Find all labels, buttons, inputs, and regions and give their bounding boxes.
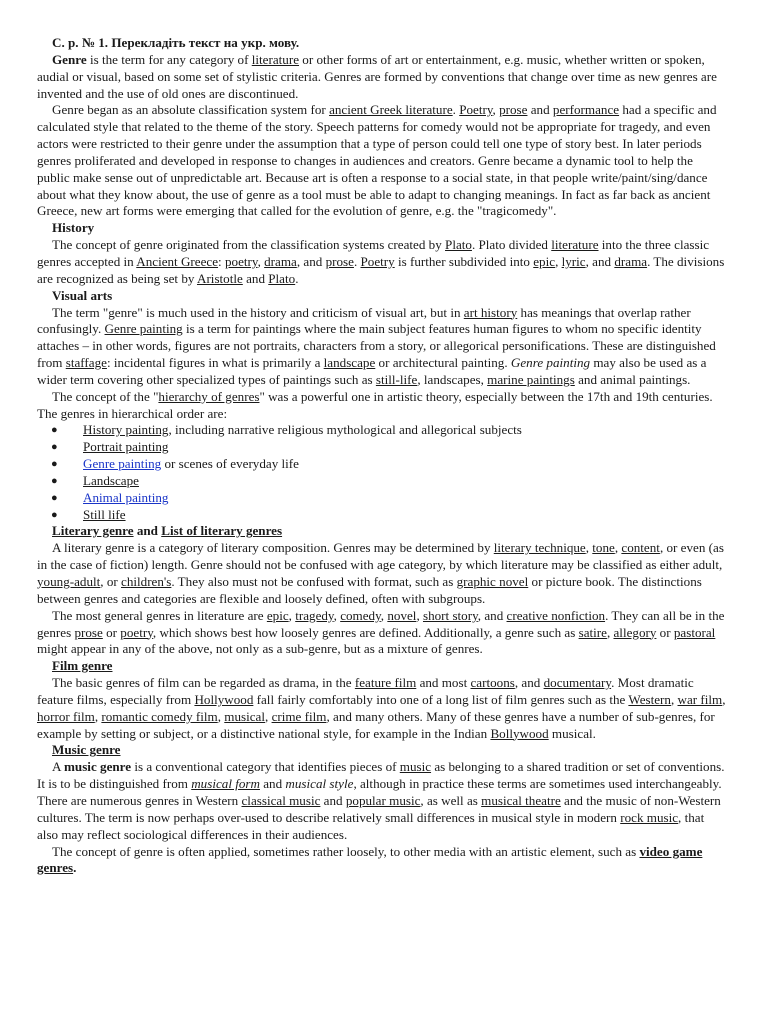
genre-term: Genre bbox=[52, 51, 87, 67]
link-portrait-painting[interactable]: Portrait painting bbox=[83, 439, 169, 455]
link-genre-painting[interactable]: Genre painting bbox=[104, 321, 183, 337]
link-prose[interactable]: prose bbox=[499, 102, 528, 118]
link-short-story[interactable]: short story bbox=[422, 607, 478, 623]
film-paragraph: The basic genres of film can be regarded as drama, in the feature film and most cartoons, and documentary. Most dramatic feature films, especially from Hollywood fall fairly comfortably into one of a long list of film genres such as the Western, war film, horror film, romantic comedy film, musical, crime film, and many others. Many of these genres have a number of sub-genres, for example by setting or subject, or a distinctive national style, for example in the Indian Bollywood musical. bbox=[37, 675, 726, 741]
link-romantic-comedy-film[interactable]: romantic comedy film bbox=[101, 708, 218, 724]
link-literary-technique[interactable]: literary technique bbox=[493, 540, 586, 556]
link-poetry-2[interactable]: poetry bbox=[224, 253, 258, 269]
link-documentary[interactable]: documentary bbox=[543, 675, 612, 691]
list-item bbox=[51, 439, 728, 456]
link-art-history[interactable]: art history bbox=[463, 304, 518, 320]
assignment-title: С. р. № 1. Перекладіть текст на укр. мову. bbox=[52, 35, 300, 50]
music-paragraph: A music genre is a conventional category that identifies pieces of music as belonging to a shared tradition or set of conventions. It is to be distinguished from musical form and musical style, although in practice these terms are sometimes used interchangeably. There are numerous genres in Western classical music and popular music, as well as musical theatre and the music of non-Western cultures. The term is now perhaps over-used to describe relatively small differences in musical style in modern rock music, that also may reflect sociological differences in their audiences. bbox=[37, 759, 725, 842]
link-western[interactable]: Western bbox=[628, 691, 671, 707]
origins-paragraph: Genre began as an absolute classification system for ancient Greek literature. Poetry, prose and performance had a specific and calculated style that related to the theme of the story. Speech patterns for comedy would not be appropriate for tragedy, and even actors were restricted to their genre under the assumption that a type of person could tell one type of story best. In later periods genres proliferated and developed in response to changes in audiences and creators. Genre became a dynamic tool to help the public make sense out of unpredictable art. Because art is often a response to a social state, in that people write/paint/sing/dance about what they know about, the use of genre as a tool must be able to adapt to changing meanings. In fact as far back as ancient Greece, new art forms were emerging that called for the evolution of genre, e.g. the "tragicomedy". bbox=[37, 102, 717, 219]
literary-paragraph-1: A literary genre is a category of literary composition. Genres may be determined by literary technique, tone, content, or even (as in the case of fiction) length. Genre should not be confused with age category, by which literature may be classified as either adult, young-adult, or children's. They also must not be confused with format, such as graphic novel or picture book. The distinctions between genres and categories are flexible and loosely defined, often with subgroups. bbox=[37, 540, 724, 606]
link-epic-2[interactable]: epic bbox=[266, 607, 289, 623]
link-musical-form[interactable]: musical form bbox=[191, 776, 260, 792]
link-classical-music[interactable]: classical music bbox=[241, 792, 321, 808]
link-epic[interactable]: epic bbox=[533, 253, 556, 269]
link-hollywood[interactable]: Hollywood bbox=[194, 691, 254, 707]
link-genre-painting-2[interactable]: Genre painting bbox=[83, 456, 162, 472]
genre-hierarchy-list bbox=[37, 422, 728, 523]
link-landscape-2[interactable]: Landscape bbox=[83, 472, 139, 488]
bullet-icon: ● bbox=[51, 474, 58, 487]
link-animal-painting[interactable]: Animal painting bbox=[83, 489, 169, 505]
link-allegory[interactable]: allegory bbox=[613, 624, 657, 640]
literary-paragraph-2: The most general genres in literature are epic, tragedy, comedy, novel, short story, and creative nonfiction. They can all be in the genres prose or poetry, which shows best how loosely genres are defined. Additionally, a genre such as satire, allegory or pastoral might appear in any of the above, not only as a sub-genre, but as a mixture of genres. bbox=[37, 607, 725, 657]
link-ancient-greece[interactable]: Ancient Greece bbox=[136, 253, 219, 269]
link-young-adult[interactable]: young-adult bbox=[37, 574, 101, 589]
link-aristotle[interactable]: Aristotle bbox=[196, 270, 243, 286]
link-landscape[interactable]: landscape bbox=[323, 355, 376, 371]
bullet-icon: ● bbox=[51, 491, 58, 504]
link-staffage[interactable]: staffage bbox=[65, 355, 107, 371]
bullet-icon: ● bbox=[51, 424, 58, 437]
link-crime-film[interactable]: crime film bbox=[271, 708, 327, 724]
link-musical[interactable]: musical bbox=[224, 708, 266, 724]
link-list-of-literary-genres[interactable]: List of literary genres bbox=[161, 523, 283, 539]
link-plato[interactable]: Plato bbox=[445, 237, 472, 253]
link-tone[interactable]: tone bbox=[592, 540, 615, 556]
bullet-icon: ● bbox=[51, 441, 58, 454]
heading-history: History bbox=[52, 220, 95, 236]
link-marine-paintings[interactable]: marine paintings bbox=[487, 371, 575, 387]
link-tragedy[interactable]: tragedy bbox=[295, 607, 334, 623]
heading-literary-genre: Literary genre and List of literary genres bbox=[52, 523, 283, 539]
link-horror-film[interactable]: horror film bbox=[37, 708, 95, 724]
link-satire[interactable]: satire bbox=[578, 624, 607, 640]
link-poetry[interactable]: Poetry bbox=[459, 102, 493, 118]
final-paragraph: The concept of genre is often applied, sometimes rather loosely, to other media with an artistic element, such as video game genres. bbox=[37, 843, 703, 876]
link-ancient-greek-literature[interactable]: ancient Greek literature bbox=[329, 102, 453, 118]
list-item bbox=[51, 472, 728, 490]
link-pastoral[interactable]: pastoral bbox=[673, 624, 716, 640]
link-history-painting[interactable]: History painting bbox=[83, 422, 169, 438]
list-item: ● Genre painting or scenes of everyday life bbox=[51, 456, 299, 472]
history-paragraph: The concept of genre originated from the classification systems created by Plato. Plato divided literature into the three classic genres accepted in Ancient Greece: poetry, drama, and prose. Poetry is further subdivided into epic, lyric, and drama. The divisions are recognized as being set by Aristotle and Plato. bbox=[37, 237, 725, 286]
link-poetry-3[interactable]: Poetry bbox=[360, 253, 395, 269]
link-music[interactable]: music bbox=[399, 759, 432, 775]
link-childrens[interactable]: children's bbox=[121, 574, 172, 589]
link-still-life[interactable]: still-life bbox=[375, 371, 418, 387]
link-bollywood[interactable]: Bollywood bbox=[490, 725, 549, 741]
link-hierarchy-of-genres[interactable]: hierarchy of genres bbox=[158, 388, 260, 404]
link-graphic-novel[interactable]: graphic novel bbox=[456, 574, 529, 589]
heading-music-genre: Music genre bbox=[52, 742, 121, 758]
intro-paragraph: Genre is the term for any category of literature or other forms of art or entertainment, e.g. music, whether written or spoken, audial or visual, based on some set of stylistic criteria. Genres are formed by conventions that change over time as new genres are invented and the use of old ones are discontinued. bbox=[37, 51, 717, 101]
link-content[interactable]: content bbox=[621, 540, 660, 556]
visual-arts-paragraph-2: The concept of the "hierarchy of genres" was a powerful one in artistic theory, especially between the 17th and 19th centuries. The genres in hierarchical order are: bbox=[37, 388, 713, 421]
link-video-game-genres[interactable]: video game genres bbox=[37, 843, 703, 876]
link-prose-3[interactable]: prose bbox=[74, 624, 103, 640]
link-poetry-4[interactable]: poetry bbox=[120, 624, 153, 640]
link-rock-music[interactable]: rock music bbox=[620, 809, 679, 825]
bullet-icon: ● bbox=[51, 508, 58, 521]
link-creative-nonfiction[interactable]: creative nonfiction bbox=[506, 607, 606, 623]
link-war-film[interactable]: war film bbox=[677, 691, 723, 707]
visual-arts-paragraph-1: The term "genre" is much used in the history and criticism of visual art, but in art history has meanings that overlap rather confusingly. Genre painting is a term for paintings where the main subject features human figures to whom no specific identity attaches – in other words, figures are not portraits, characters from a story, or allegorical personifications. These are distinguished from staffage: incidental figures in what is primarily a landscape or architectural painting. Genre painting may also be used as a wider term covering other specialized types of paintings such as still-life, landscapes, marine paintings and animal paintings. bbox=[37, 304, 716, 387]
list-item: ● History painting, including narrative religious mythological and allegorical subjects bbox=[51, 422, 522, 438]
link-novel[interactable]: novel bbox=[387, 607, 417, 623]
link-feature-film[interactable]: feature film bbox=[354, 675, 417, 691]
link-popular-music[interactable]: popular music bbox=[345, 792, 421, 808]
link-drama[interactable]: drama bbox=[264, 253, 297, 269]
heading-film-genre bbox=[37, 658, 728, 675]
bullet-icon: ● bbox=[51, 458, 58, 471]
link-drama-2[interactable]: drama bbox=[614, 253, 648, 269]
link-lyric[interactable]: lyric bbox=[561, 253, 586, 269]
link-literature-2[interactable]: literature bbox=[551, 237, 599, 253]
link-film-genre[interactable]: Film genre bbox=[52, 658, 113, 674]
heading-visual-arts: Visual arts bbox=[52, 287, 113, 303]
link-literature[interactable]: literature bbox=[251, 51, 300, 67]
link-musical-theatre[interactable]: musical theatre bbox=[481, 792, 561, 808]
link-still-life-2[interactable]: Still life bbox=[83, 506, 126, 522]
link-prose-2[interactable]: prose bbox=[325, 253, 354, 269]
link-literary-genre[interactable]: Literary genre bbox=[52, 523, 134, 539]
link-plato-2[interactable]: Plato bbox=[268, 270, 296, 286]
link-performance[interactable]: performance bbox=[552, 102, 620, 118]
list-item bbox=[51, 489, 728, 507]
list-item bbox=[51, 506, 728, 524]
link-cartoons[interactable]: cartoons bbox=[470, 675, 515, 691]
link-comedy[interactable]: comedy bbox=[340, 607, 381, 623]
